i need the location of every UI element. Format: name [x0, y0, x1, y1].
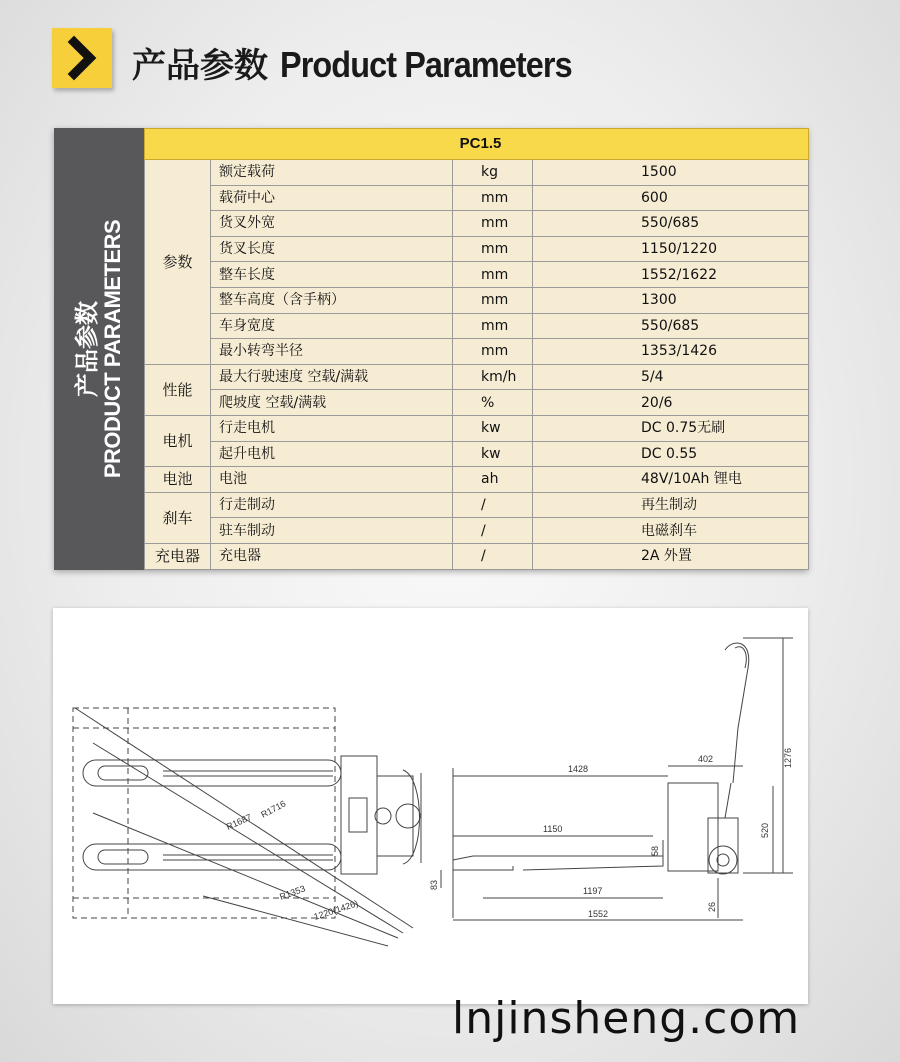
fork-upper [83, 760, 341, 786]
section-header [52, 28, 852, 92]
body-side-view [668, 783, 718, 871]
item-label: 货叉长度 [211, 236, 453, 262]
unit-label: mm [453, 262, 533, 288]
table-row [145, 236, 809, 262]
table-row [145, 441, 809, 467]
unit-label: kw [453, 441, 533, 467]
handle-side-view [725, 643, 749, 783]
table-header-row [145, 129, 809, 160]
unit-label: mm [453, 236, 533, 262]
value-cell: 20/6 [533, 390, 809, 416]
value-cell: 1150/1220 [533, 236, 809, 262]
table-row [145, 467, 809, 493]
side-label-en: PRODUCT PARAMETERS [100, 219, 125, 479]
fork-lower [83, 844, 341, 870]
unit-label: kg [453, 160, 533, 186]
body-top-view [341, 756, 377, 874]
dim-520: 520 [760, 822, 770, 838]
parameters-table-panel [54, 128, 808, 570]
page-title [132, 38, 604, 87]
group-label: 电池 [145, 467, 211, 493]
unit-label: / [453, 518, 533, 544]
value-cell: DC 0.55 [533, 441, 809, 467]
value-cell: 1353/1426 [533, 339, 809, 365]
unit-label: mm [453, 185, 533, 211]
title-cn: 产品参数 [132, 46, 268, 86]
table-row [145, 339, 809, 365]
unit-label: mm [453, 287, 533, 313]
item-label: 驻车制动 [211, 518, 453, 544]
value-cell: 1500 [533, 160, 809, 186]
parameters-table [144, 128, 809, 570]
unit-label: mm [453, 211, 533, 237]
website-watermark: lnjinsheng.com [452, 993, 801, 1044]
item-label: 起升电机 [211, 441, 453, 467]
unit-label: / [453, 543, 533, 569]
table-row [145, 313, 809, 339]
value-cell: 1300 [533, 287, 809, 313]
value-cell: 再生制动 [533, 492, 809, 518]
value-cell: 电磁刹车 [533, 518, 809, 544]
group-label: 充电器 [145, 543, 211, 569]
group-label: 电机 [145, 415, 211, 466]
table-row [145, 492, 809, 518]
title-en: Product Parameters [279, 44, 572, 85]
value-cell: 550/685 [533, 313, 809, 339]
dim-83: 83 [429, 879, 439, 890]
group-label: 参数 [145, 160, 211, 365]
item-label: 最大行驶速度 空载/满载 [211, 364, 453, 390]
value-cell: 550/685 [533, 211, 809, 237]
dim-1428: 1428 [568, 764, 589, 774]
table-row [145, 390, 809, 416]
item-label: 车身宽度 [211, 313, 453, 339]
table-row [145, 211, 809, 237]
item-label: 载荷中心 [211, 185, 453, 211]
item-label: 行走制动 [211, 492, 453, 518]
table-side-label [54, 128, 144, 570]
value-cell: 2A 外置 [533, 543, 809, 569]
dim-1220: 1220(1426) [312, 898, 360, 922]
value-cell: 600 [533, 185, 809, 211]
model-name: PC1.5 [145, 129, 809, 160]
unit-label: mm [453, 313, 533, 339]
dim-58: 58 [650, 845, 660, 856]
value-cell: DC 0.75无刷 [533, 415, 809, 441]
table-row [145, 415, 809, 441]
table-row [145, 160, 809, 186]
dim-1552: 1552 [588, 909, 609, 919]
item-label: 额定载荷 [211, 160, 453, 186]
item-label: 电池 [211, 467, 453, 493]
item-label: 整车高度（含手柄） [211, 287, 453, 313]
value-cell: 5/4 [533, 364, 809, 390]
chevron-right-icon [52, 28, 112, 88]
drawing-svg [53, 608, 808, 1004]
table-row [145, 262, 809, 288]
dim-r1687: R1687 [224, 811, 254, 832]
dim-r1716: R1716 [259, 798, 288, 820]
group-label: 性能 [145, 364, 211, 415]
unit-label: km/h [453, 364, 533, 390]
unit-label: ah [453, 467, 533, 493]
item-label: 最小转弯半径 [211, 339, 453, 365]
side-label-cn: 产品参数 [73, 301, 101, 398]
table-row [145, 185, 809, 211]
item-label: 货叉外宽 [211, 211, 453, 237]
group-label: 刹车 [145, 492, 211, 543]
item-label: 整车长度 [211, 262, 453, 288]
technical-drawing [53, 608, 808, 1004]
dim-1276: 1276 [783, 747, 793, 768]
table-row [145, 518, 809, 544]
unit-label: / [453, 492, 533, 518]
dim-402: 402 [698, 754, 714, 764]
item-label: 行走电机 [211, 415, 453, 441]
dim-1197: 1197 [583, 886, 603, 896]
unit-label: kw [453, 415, 533, 441]
dim-26: 26 [707, 901, 717, 912]
value-cell: 48V/10Ah 锂电 [533, 467, 809, 493]
item-label: 爬坡度 空载/满载 [211, 390, 453, 416]
item-label: 充电器 [211, 543, 453, 569]
value-cell: 1552/1622 [533, 262, 809, 288]
table-row [145, 543, 809, 569]
dim-1150: 1150 [543, 824, 563, 834]
unit-label: % [453, 390, 533, 416]
table-row [145, 364, 809, 390]
dim-r1353: R1353 [278, 883, 307, 902]
unit-label: mm [453, 339, 533, 365]
table-row [145, 287, 809, 313]
